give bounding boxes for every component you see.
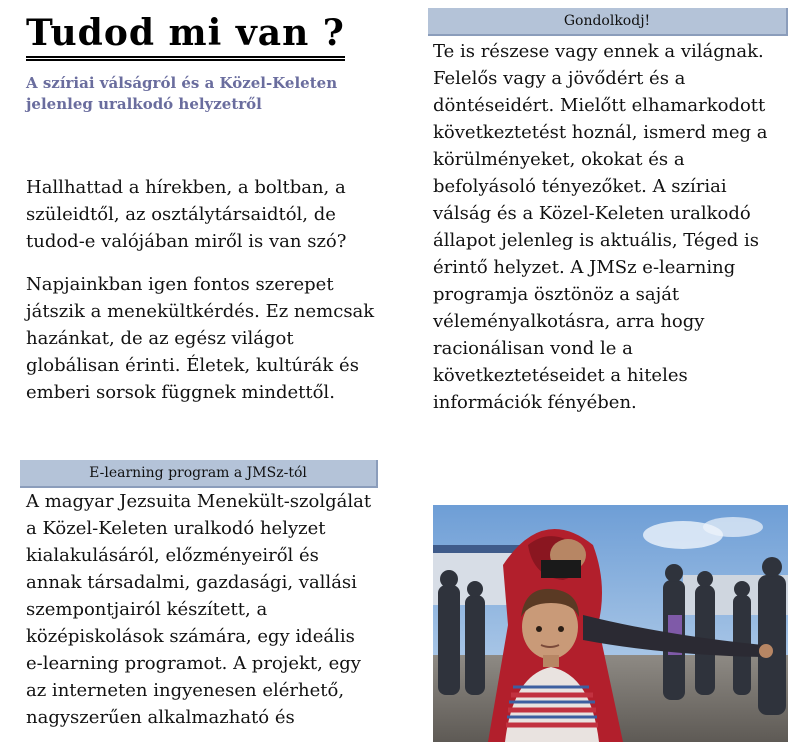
intro-paragraph-1: Hallhattad a hírekben, a boltban, a szüleidtől, az osztálytársaidtól, de tudod-e valójában miről is van szó? [26,177,347,252]
page-subtitle: A szíriai válságról és a Közel-Keleten jelenleg uralkodó helyzetről [26,74,338,113]
elearning-paragraph: A magyar Jezsuita Menekült-szolgálat a Közel-Keleten uralkodó helyzet kialakulásáról, előzményeiről és annak társadalmi, gazdasági, vallási szempontjairól készített, a középiskolások számára, egy ideális e-learning programot. A projekt, egy az interneten ingyenesen elérhető, nagyszerűen alkalmazható és [26,491,372,728]
refugee-photo [433,505,788,742]
intro-paragraph-2: Napjainkban igen fontos szerepet játszik a menekültkérdés. Ez nemcsak hazánkat, de az egész világot globálisan érinti. Életek, kultúrák és emberi sorsok függnek mindettől. [26,274,375,403]
refugee-photo-illustration [433,505,788,742]
think-heading: Gondolkodj! [428,8,788,36]
think-paragraph: Te is részese vagy ennek a világnak. Felelős vagy a jövődért és a döntéseidért. Mielőtt elhamarkodott következtetést hoznál, ismerd meg a körülményeket, okokat és a befolyásoló tényezőket. A szíriai válság és a Közel-Keleten uralkodó állapot jelenleg is aktuális, Téged is érintő helyzet. A JMSz e-learning programja ösztönöz a saját véleményalkotásra, arra hogy racionálisan vond le a következtetéseidet a hiteles információk fényében. [433,41,768,413]
elearning-heading: E-learning program a JMSz-tól [20,460,378,488]
page-title: Tudod mi van ? [26,12,345,61]
